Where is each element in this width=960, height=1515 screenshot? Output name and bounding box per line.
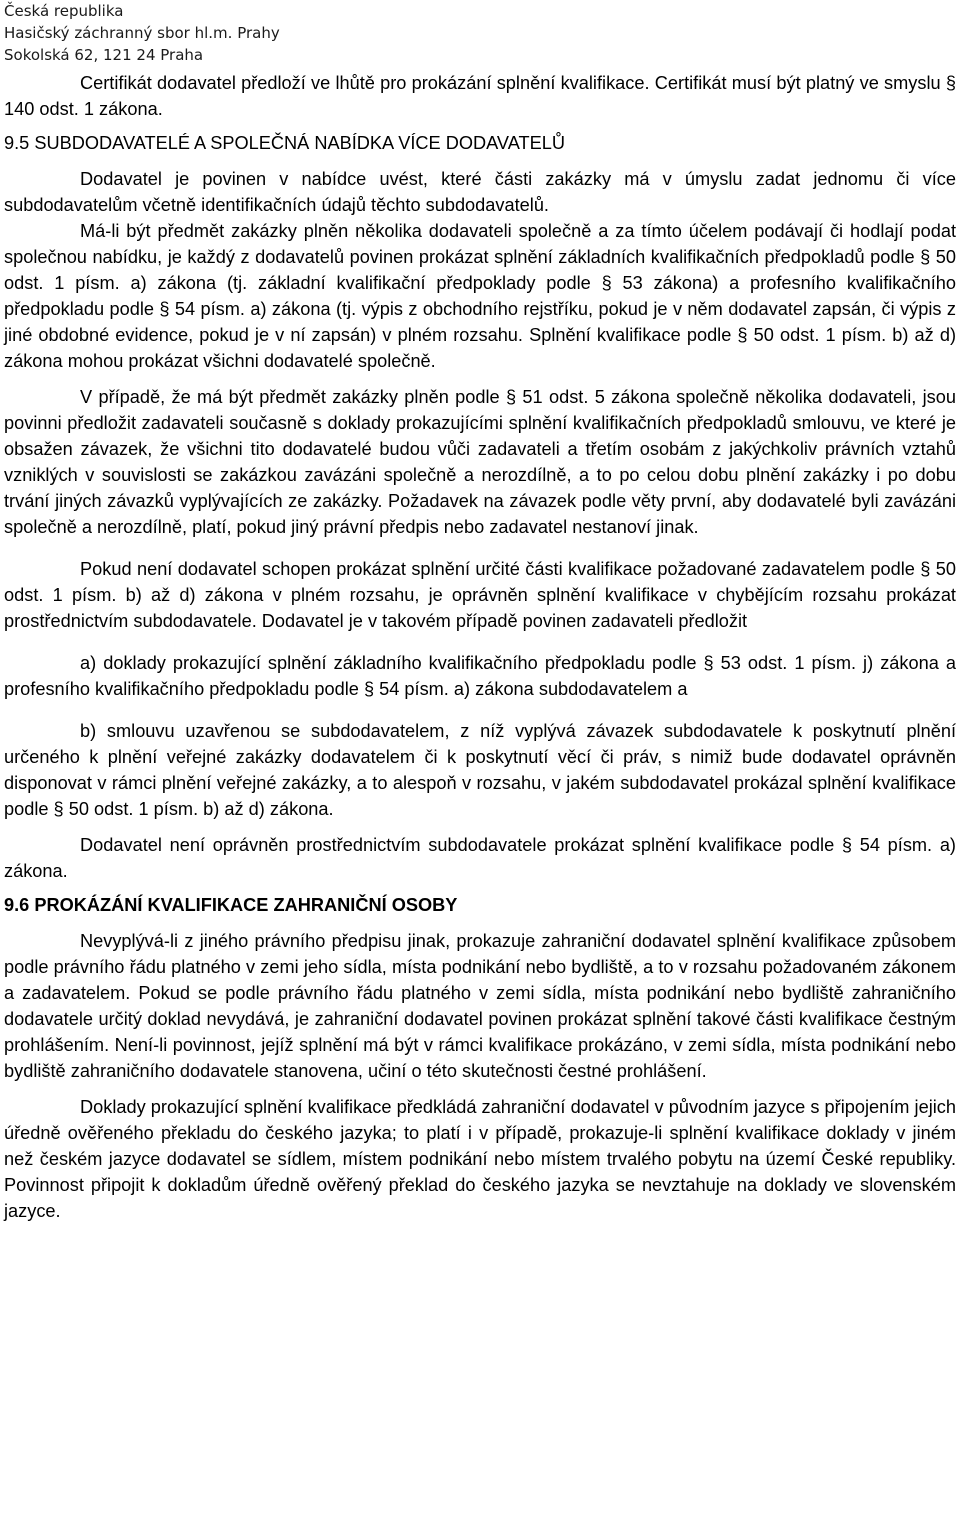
header-address: Sokolská 62, 121 24 Praha (4, 46, 204, 64)
section-title: PROKÁZÁNÍ KVALIFIKACE ZAHRANIČNÍ OSOBY (34, 895, 458, 915)
paragraph: Doklady prokazující splnění kvalifikace předkládá zahraniční dodavatel v původním jazyce s připojením jejich úředně ověřeného překladu do českého jazyka; to platí i v případě, prokazuje-li splnění kvalifikace doklady v jiném než českém jazyce dodavatel se sídlem, místem podnikání nebo místem trvalého pobytu na území České republiky. Povinnost připojit k dokladům úředně ověřený překlad do českého jazyka se nevztahuje na doklady ve slovenském jazyce. (4, 1097, 956, 1221)
header-organization: Hasičský záchranný sbor hl.m. Prahy (4, 24, 280, 42)
section-number: 9.6 (4, 895, 30, 915)
paragraph: V případě, že má být předmět zakázky plněn podle § 51 odst. 5 zákona společně několika dodavateli, jsou povinni předložit zadavateli současně s doklady prokazujícími splnění kvalifikačních předpokladů smlouvu, ve které je obsažen závazek, že všichni tito dodavatelé budou vůči zadavateli a třetím osobám z jakýchkoliv právních vztahů vzniklých v souvislosti se zakázkou zavázáni společně a nerozdílně, a to po celou dobu plnění zakázky i po dobu trvání jiných závazků vyplývajících ze zakázky. Požadavek na závazek podle věty první, aby dodavatelé byli zavázáni společně a nerozdílně, platí, pokud jiný právní předpis nebo zadavatel nestanoví jinak. (4, 387, 956, 537)
document-body (4, 70, 956, 1224)
list-item-b: b) smlouvu uzavřenou se subdodavatelem, z níž vyplývá závazek subdodavatele k poskytnutí plnění určeného k plnění veřejné zakázky dodavatelem či k poskytnutí věcí či práv, s nimiž bude dodavatel oprávněn disponovat v rámci plnění veřejné zakázky, a to alespoň v rozsahu, v jakém subdodavatel prokázal splnění kvalifikace podle § 50 odst. 1 písm. b) až d) zákona. (4, 721, 956, 819)
header-country: Česká republika (4, 2, 124, 20)
paragraph: Nevyplývá-li z jiného právního předpisu jinak, prokazuje zahraniční dodavatel splnění kvalifikace způsobem podle právního řádu platného v zemi jeho sídla, místa podnikání nebo bydliště, a to v rozsahu požadovaném zákonem a zadavatelem. Pokud se podle právního řádu platného v zemi sídla, místa podnikání nebo bydliště zahraničního dodavatele určitý doklad nevydává, je zahraniční dodavatel povinen prokázat splnění takové části kvalifikace čestným prohlášením. Není-li povinnost, jejíž splnění má být v rámci kvalifikace prokázáno, v zemi sídla, místa podnikání nebo bydliště zahraničního dodavatele stanovena, učiní o této skutečnosti čestné prohlášení. (4, 931, 956, 1081)
list-item-a: a) doklady prokazující splnění základního kvalifikačního předpokladu podle § 53 odst. 1 písm. j) zákona a profesního kvalifikačního předpokladu podle § 54 písm. a) zákona subdodavatelem a (4, 653, 956, 699)
intro-paragraph: Certifikát dodavatel předloží ve lhůtě pro prokázání splnění kvalifikace. Certifikát musí být platný ve smyslu § 140 odst. 1 zákona. (4, 73, 956, 119)
document-header (4, 0, 280, 66)
section-9-6-heading (4, 892, 956, 918)
paragraph: Pokud není dodavatel schopen prokázat splnění určité části kvalifikace požadované zadavatelem podle § 50 odst. 1 písm. b) až d) zákona v plném rozsahu, je oprávněn splnění kvalifikace v chybějícím rozsahu prokázat prostřednictvím subdodavatele. Dodavatel je v takovém případě povinen zadavateli předložit (4, 559, 956, 631)
paragraph: Dodavatel je povinen v nabídce uvést, které části zakázky má v úmyslu zadat jednomu či více subdodavatelům včetně identifikačních údajů těchto subdodavatelů. (4, 169, 956, 215)
paragraph: Dodavatel není oprávněn prostřednictvím subdodavatele prokázat splnění kvalifikace podle § 54 písm. a) zákona. (4, 835, 956, 881)
paragraph: Má-li být předmět zakázky plněn několika dodavateli společně a za tímto účelem podávají či hodlají podat společnou nabídku, je každý z dodavatelů povinen prokázat splnění základních kvalifikačních předpokladů podle § 50 odst. 1 písm. a) zákona (tj. základní kvalifikační předpoklady podle § 53 zákona) a profesního kvalifikačního předpokladu podle § 54 písm. a) zákona (tj. výpis z obchodního rejstříku, pokud je v něm dodavatel zapsán, či výpis z jiné obdobné evidence, pokud je v ní zapsán) v plném rozsahu. Splnění kvalifikace podle § 50 odst. 1 písm. b) až d) zákona mohou prokázat všichni dodavatelé společně. (4, 221, 956, 371)
section-title: SUBDODAVATELÉ A SPOLEČNÁ NABÍDKA VÍCE DODAVATELŮ (34, 133, 565, 153)
section-9-5-heading (4, 130, 956, 156)
section-number: 9.5 (4, 133, 30, 153)
